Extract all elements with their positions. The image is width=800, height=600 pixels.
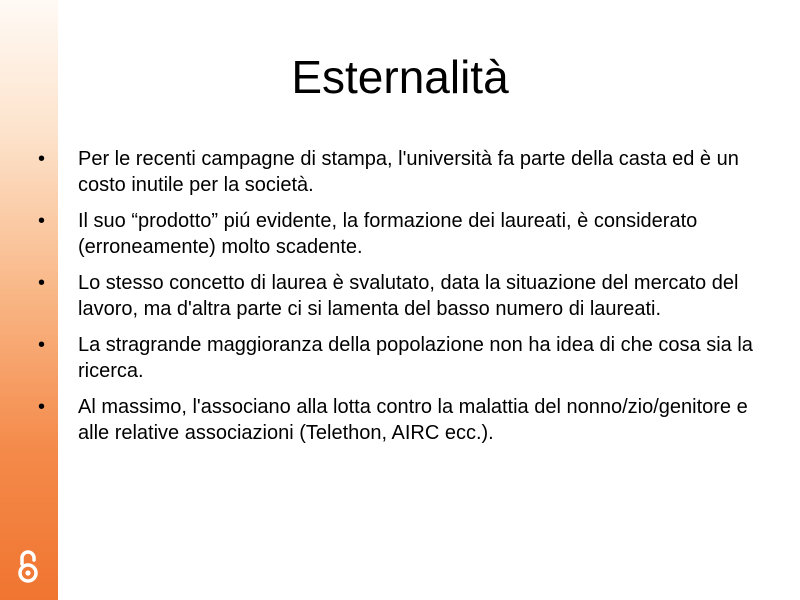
bullet-text: Lo stesso concetto di laurea è svalutato, data la situazione del mercato del lavoro, ma d'altra parte ci si lamenta del basso numero di laureati. bbox=[78, 272, 739, 320]
list-item bbox=[38, 394, 768, 446]
bullet-dot: • bbox=[38, 210, 46, 232]
list-item bbox=[38, 208, 768, 260]
slide-title: Esternalità bbox=[291, 51, 509, 103]
open-access-icon bbox=[14, 548, 42, 584]
bullet-dot: • bbox=[38, 148, 46, 170]
bullet-dot: • bbox=[38, 396, 46, 418]
list-item bbox=[38, 332, 768, 384]
list-item bbox=[38, 270, 768, 322]
bullet-list bbox=[38, 146, 768, 456]
bullet-text: Al massimo, l'associano alla lotta contro la malattia del nonno/zio/genitore e alle relative associazioni (Telethon, AIRC ecc.). bbox=[78, 396, 748, 444]
bullet-text: Il suo “prodotto” piú evidente, la formazione dei laureati, è considerato (erroneamente) molto scadente. bbox=[78, 210, 698, 258]
bullet-text: La stragrande maggioranza della popolazione non ha idea di che cosa sia la ricerca. bbox=[78, 334, 753, 382]
list-item bbox=[38, 146, 768, 198]
bullet-dot: • bbox=[38, 272, 46, 294]
bullet-text: Per le recenti campagne di stampa, l'università fa parte della casta ed è un costo inutile per la società. bbox=[78, 148, 739, 196]
bullet-dot: • bbox=[38, 334, 46, 356]
